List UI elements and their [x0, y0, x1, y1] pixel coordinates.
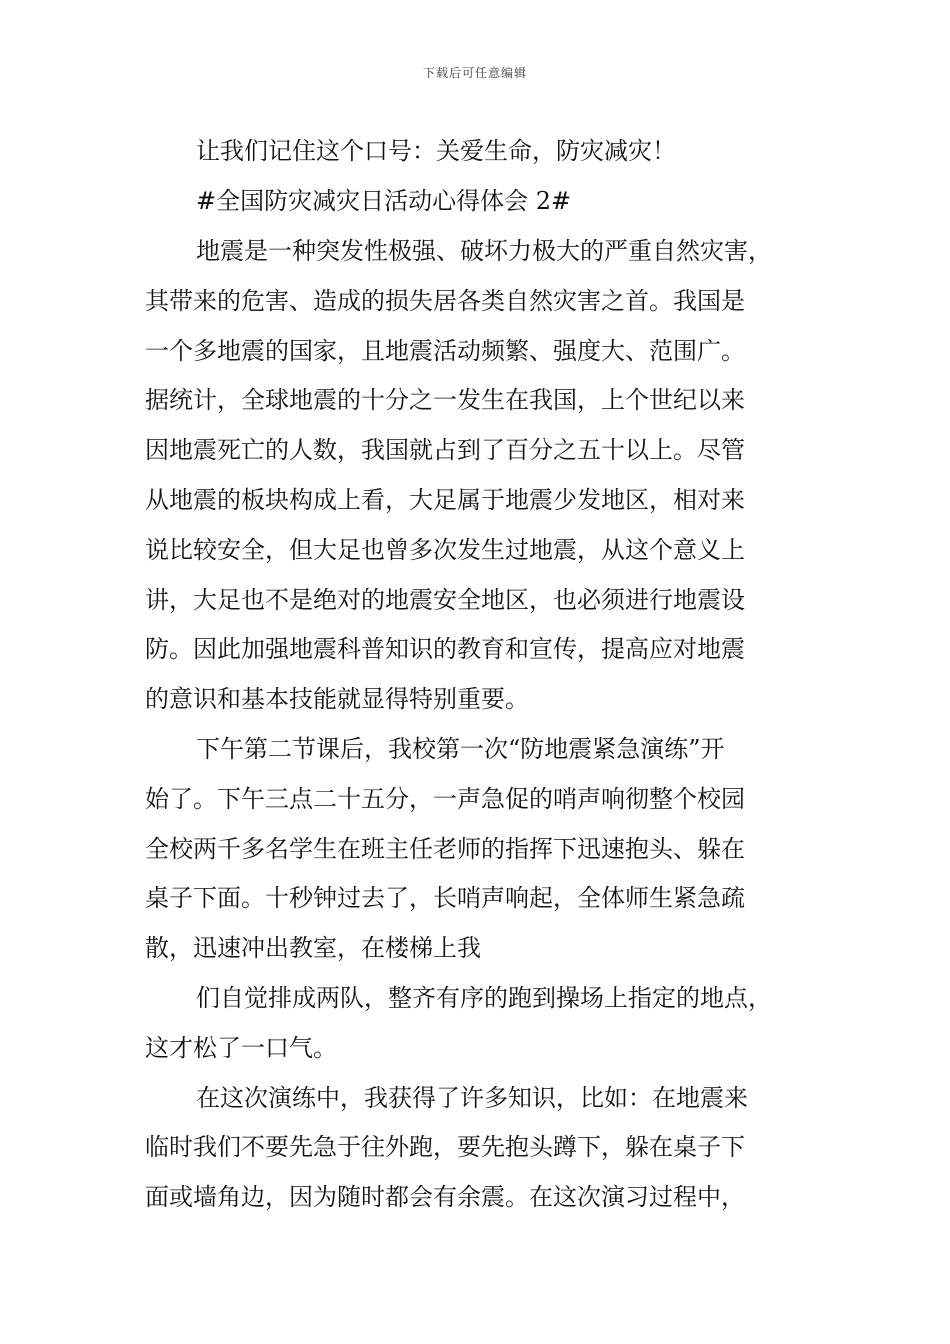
text-line: 们自觉排成两队，整齐有序的跑到操场上指定的地点， [196, 984, 772, 1012]
text-line: 下午第二节课后，我校第一次“防地震紧急演练”开 [196, 735, 725, 763]
text-line: 在这次演练中，我获得了许多知识，比如：在地震来 [196, 1084, 748, 1112]
section-heading: #全国防灾减灾日活动心得体会 2# [196, 187, 572, 215]
text-line: 始了。下午三点二十五分，一声急促的哨声响彻整个校园 [145, 785, 745, 813]
text-line: 据统计，全球地震的十分之一发生在我国，上个世纪以来 [145, 386, 745, 414]
text-line: 全校两千多名学生在班主任老师的指挥下迅速抱头、躲在 [145, 835, 745, 863]
text-line: 防。因此加强地震科普知识的教育和宣传，提高应对地震 [145, 635, 745, 663]
text-line: 的意识和基本技能就显得特别重要。 [145, 685, 529, 713]
text-line: 说比较安全，但大足也曾多次发生过地震，从这个意义上 [145, 536, 745, 564]
text-line: 因地震死亡的人数，我国就占到了百分之五十以上。尽管 [145, 436, 745, 464]
text-line: 散，迅速冲出教室，在楼梯上我 [145, 934, 481, 962]
text-line: 这才松了一口气。 [145, 1034, 337, 1062]
text-line: 桌子下面。十秒钟过去了，长哨声响起，全体师生紧急疏 [145, 884, 745, 912]
text-line: 一个多地震的国家，且地震活动频繁、强度大、范围广。 [145, 337, 745, 365]
text-line: 让我们记住这个口号：关爱生命，防灾减灾！ [196, 137, 676, 165]
text-line: 从地震的板块构成上看，大足属于地震少发地区，相对来 [145, 486, 745, 514]
text-line: 讲，大足也不是绝对的地震安全地区，也必须进行地震设 [145, 586, 745, 614]
text-line: 临时我们不要先急于往外跑，要先抱头蹲下，躲在桌子下 [145, 1133, 745, 1161]
text-line: 面或墙角边，因为随时都会有余震。在这次演习过程中， [145, 1183, 745, 1211]
text-line: 其带来的危害、造成的损失居各类自然灾害之首。我国是 [145, 287, 745, 315]
page-header: 下载后可任意编辑 [422, 66, 527, 80]
text-line: 地震是一种突发性极强、破坏力极大的严重自然灾害， [196, 237, 772, 265]
